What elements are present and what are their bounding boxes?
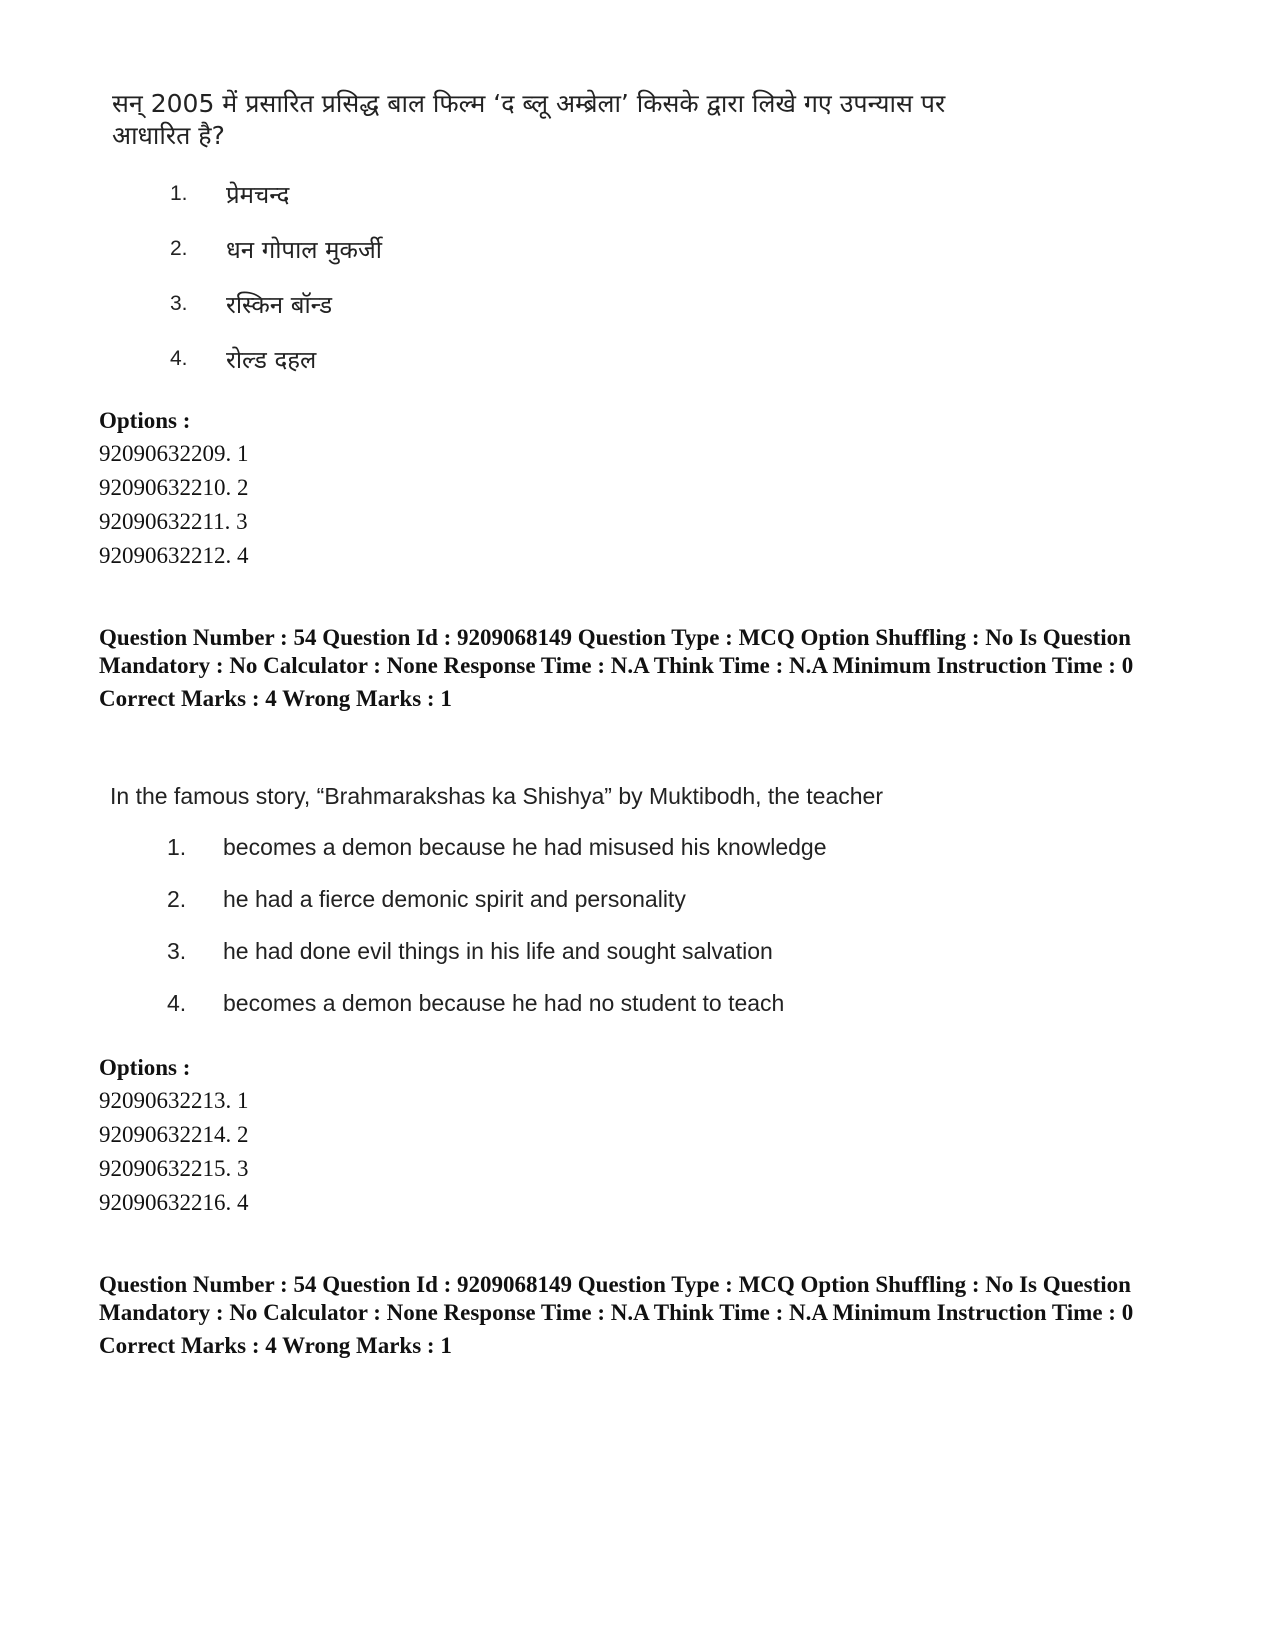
choice-text: becomes a demon because he had no student to teach (223, 990, 785, 1016)
question-meta (99, 1271, 1179, 1360)
choice-number: 1. (167, 834, 187, 860)
choice-text: becomes a demon because he had misused his knowledge (223, 834, 827, 860)
option-line: 92090632212. 4 (99, 543, 249, 568)
options-title: Options : (99, 408, 191, 433)
choice-text: प्रेमचन्द (226, 181, 290, 209)
option-line: 92090632213. 1 (99, 1088, 249, 1113)
question-details: Question Number : 54 Question Id : 9209068149 Question Type : MCQ Option Shuffling : No Is Question Mandatory : No Calculator : None Response Time : N.A Think Time : N.A Minimum Instruction Time : 0 (99, 625, 1134, 678)
question-stem-hindi: सन् 2005 में प्रसारित प्रसिद्ध बाल फिल्म ‘द ब्लू अम्ब्रेला’ किसके द्वारा लिखे गए उपन्यास पर आधारित है? (112, 89, 946, 150)
options-block (99, 1051, 249, 1220)
choice-number: 4. (170, 347, 188, 370)
choice-number: 1. (170, 182, 188, 205)
option-line: 92090632209. 1 (99, 441, 249, 466)
options-block (99, 404, 249, 573)
question-marks: Correct Marks : 4 Wrong Marks : 1 (99, 686, 452, 711)
choice-number: 3. (170, 292, 188, 315)
question-marks: Correct Marks : 4 Wrong Marks : 1 (99, 1333, 452, 1358)
choice-number: 2. (167, 886, 187, 912)
options-title: Options : (99, 1055, 191, 1080)
choice-number: 3. (167, 938, 187, 964)
option-line: 92090632216. 4 (99, 1190, 249, 1215)
choice-text: धन गोपाल मुकर्जी (226, 236, 382, 264)
choice-number: 2. (170, 237, 188, 260)
option-line: 92090632210. 2 (99, 475, 249, 500)
question-stem-english: In the famous story, “Brahmarakshas ka Shishya” by Muktibodh, the teacher (110, 783, 883, 809)
option-line: 92090632214. 2 (99, 1122, 249, 1147)
choice-text: रस्किन बॉन्ड (226, 291, 333, 319)
choice-text: रोल्ड दहल (226, 346, 317, 374)
question-details: Question Number : 54 Question Id : 9209068149 Question Type : MCQ Option Shuffling : No Is Question Mandatory : No Calculator : None Response Time : N.A Think Time : N.A Minimum Instruction Time : 0 (99, 1272, 1134, 1325)
choice-number: 4. (167, 990, 187, 1016)
question-meta (99, 624, 1179, 713)
option-line: 92090632211. 3 (99, 509, 248, 534)
choice-text: he had a fierce demonic spirit and personality (223, 886, 686, 912)
choice-text: he had done evil things in his life and sought salvation (223, 938, 773, 964)
option-line: 92090632215. 3 (99, 1156, 249, 1181)
